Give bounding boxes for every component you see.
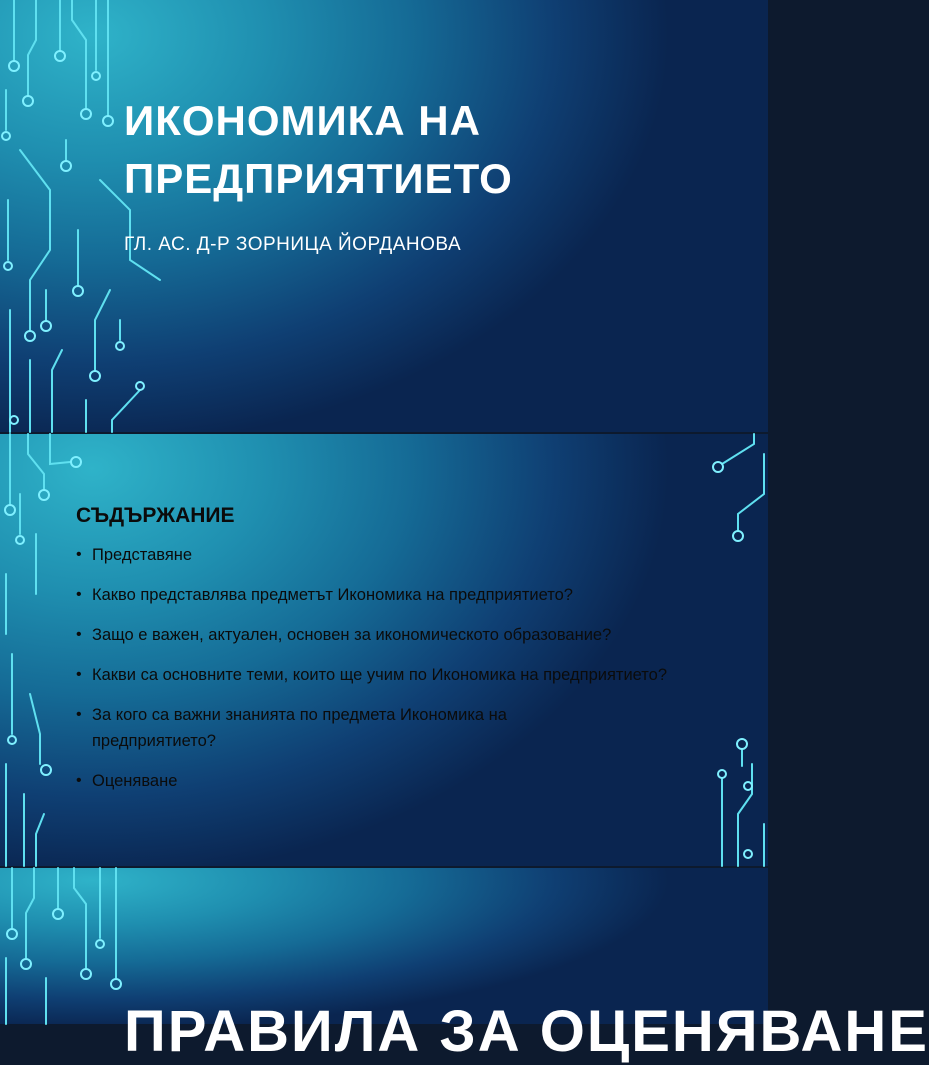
contents-item: • Представяне bbox=[76, 542, 756, 568]
circuit-decoration-icon bbox=[0, 0, 160, 432]
contents-item: • Оценяване bbox=[76, 768, 756, 794]
contents-item: • За кого са важни знанията по предмета Икономика на предприятието? bbox=[76, 702, 632, 754]
contents-list bbox=[76, 542, 756, 808]
contents-item: • Какви са основните теми, които ще учим по Икономика на предприятието? bbox=[76, 662, 672, 688]
presentation-title bbox=[124, 92, 513, 208]
title-line-2: ПРЕДПРИЯТИЕТО bbox=[124, 155, 513, 202]
grading-rules-title: ПРАВИЛА ЗА ОЦЕНЯВАНЕ bbox=[124, 999, 929, 1064]
slide-grading-rules[interactable] bbox=[0, 868, 929, 1064]
slide-contents[interactable] bbox=[0, 434, 768, 866]
contents-heading: СЪДЪРЖАНИЕ bbox=[76, 504, 235, 527]
contents-item: • Какво представлява предметът Икономика на предприятието? bbox=[76, 582, 756, 608]
author-subtitle: ГЛ. АС. Д-Р ЗОРНИЦА ЙОРДАНОВА bbox=[124, 234, 462, 255]
title-line-1: ИКОНОМИКА НА bbox=[124, 97, 481, 144]
circuit-decoration-icon bbox=[0, 868, 140, 1024]
slide-title[interactable] bbox=[0, 0, 768, 432]
contents-item: • Защо е важен, актуален, основен за икономическото образование? bbox=[76, 622, 756, 648]
